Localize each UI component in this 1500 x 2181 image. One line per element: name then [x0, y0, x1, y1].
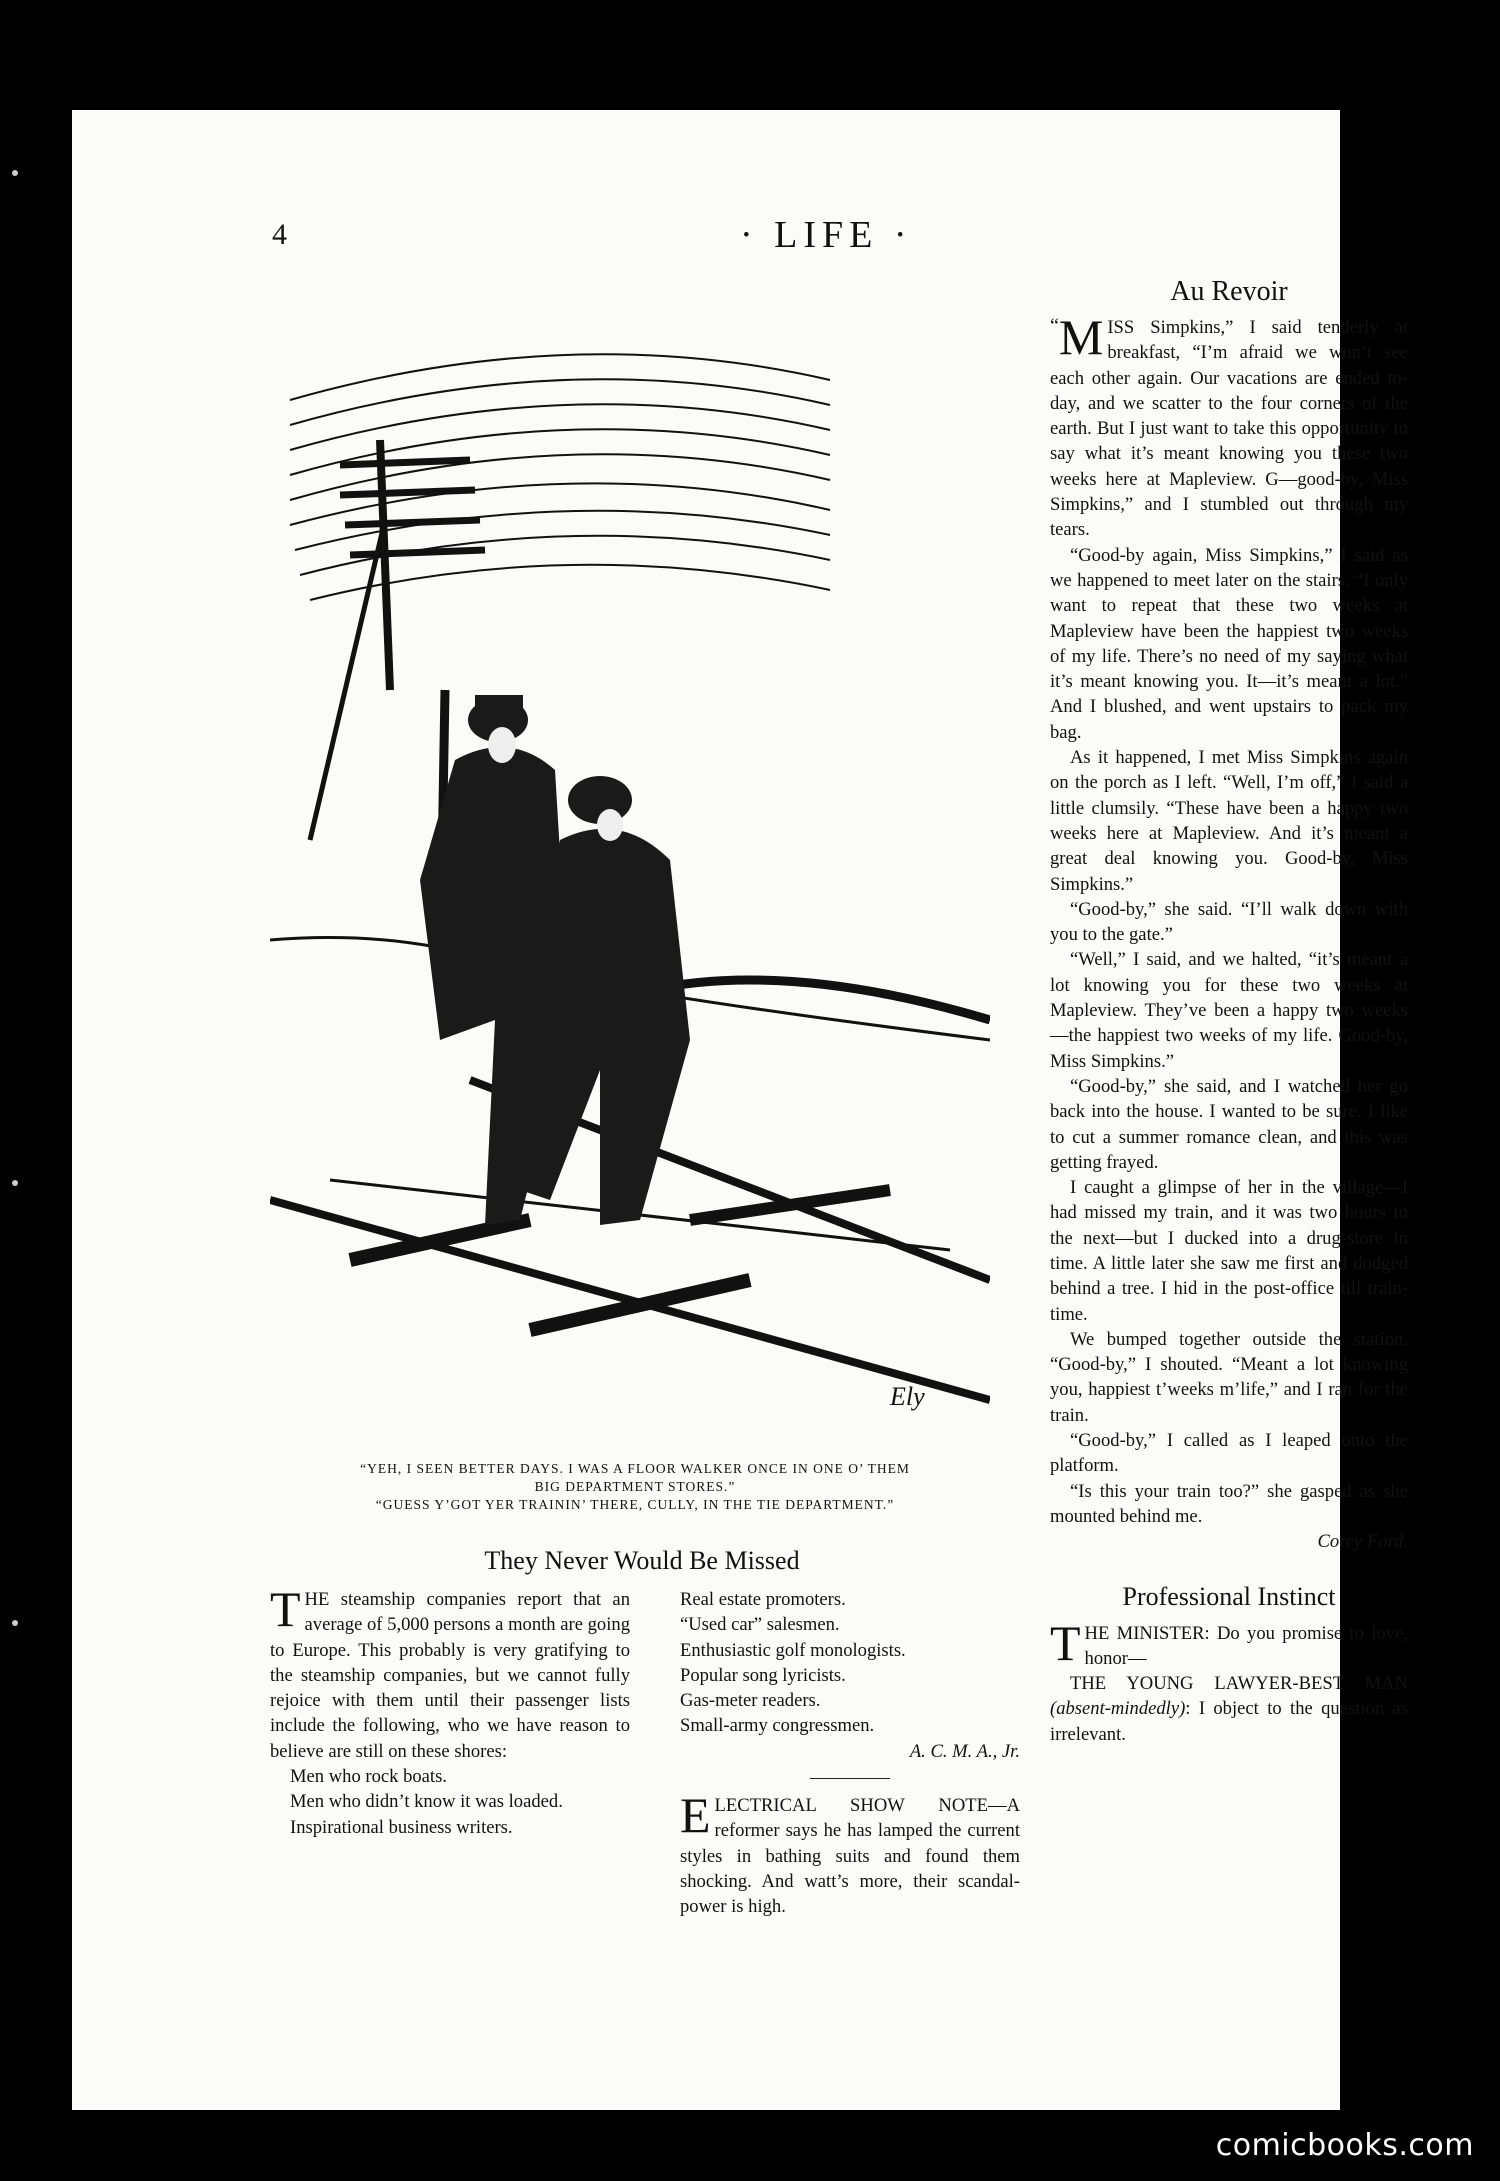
list-item: Inspirational business writers.	[290, 1816, 513, 1838]
missed-column-left	[270, 1581, 630, 1840]
missed-heading-wrap	[262, 1545, 1022, 1577]
list-item: Enthusiastic golf monologists.	[680, 1639, 906, 1661]
drop-cap: T	[1050, 1614, 1081, 1671]
article-paragraph: We bumped together outside the station. “Good-by,” I shouted. “Meant a lot knowing you, happiest t’weeks m’life,” and I ran for the train.	[1050, 1328, 1408, 1426]
divider	[810, 1778, 890, 1779]
caption-line: BIG DEPARTMENT STORES.”	[534, 1479, 736, 1494]
list-item: Popular song lyricists.	[680, 1664, 846, 1686]
article-paragraph: HE steamship companies report that an average of 5,000 persons a month are going to Europe. This probably is very gratifying to the steamship companies, but we cannot fully rejoice with them until their passenger lists include the following, who we have reason to believe are still on these shores:	[270, 1589, 630, 1762]
cartoon-illustration	[270, 320, 990, 1445]
watermark: comicbooks.com	[1215, 2128, 1474, 2163]
binding-edge	[0, 0, 30, 2181]
article-paragraph: As it happened, I met Miss Simpkins again on the porch as I left. “Well, I’m off,” I said a little clumsily. “These have been a happy two weeks here at Mapleview. And it’s meant a great deal knowing you. Good-by, Miss Simpkins.”	[1050, 747, 1408, 895]
artist-signature-icon: Ely	[890, 1382, 925, 1411]
binding-hole	[12, 1180, 18, 1186]
article-title: They Never Would Be Missed	[484, 1546, 800, 1575]
missed-column-right	[680, 1587, 1020, 1920]
list-item: Gas-meter readers.	[680, 1690, 821, 1712]
drop-cap: M	[1058, 309, 1104, 365]
stage-direction: (absent-mindedly)	[1050, 1698, 1186, 1720]
list-item: Small-army congressmen.	[680, 1715, 875, 1737]
article-paragraph: “Good-by,” she said, and I watched her go back into the house. I wanted to be sure. I like to cut a summer romance clean, and this was getting frayed.	[1050, 1075, 1408, 1173]
au-revoir-column: Au Revoir “ M ISS Simpkins,” I said tenderly at breakfast, “I’m afraid we won’t see each other again. Our vacations are ended to-day, and we scatter to the four corners of the earth. But I just want to take this opportunity to say what it’s meant knowing you these two weeks here at Mapleview. G—good-by, Miss Simpkins,” and I stumbled out through my tears. “Good-by again, Miss Simpkins,” I said as we happened to meet later on the stairs. “I only want to repeat that these two weeks at Mapleview have been the happiest two weeks of my life. There’s no need of my saying what it’s meant knowing you. It—it’s meant a lot.” And I blushed, and went upstairs to pack my bag. As it happened, I met Miss Simpkins again on the porch as I left. “Well, I’m off,” I said a little clumsily. “These have been a happy two weeks here at Mapleview. And it’s meant a great deal knowing you. Good-by, Miss Simpkins.” “Good-by,” she said. “I’ll walk down with you to the gate.” “Well,” I said, and we halted, “it’s meant a lot knowing you for these two weeks at Mapleview. They’ve been a happy two weeks—the happiest two weeks of my life. Good-by, Miss Simpkins.” “Good-by,” she said, and I watched her go back into the house. I wanted to be sure. I like to cut a summer romance clean, and this was getting frayed. I caught a glimpse of her in the village—I had missed my train, and it was two hours to the next—but I ducked into a drug-store in time. A little later she saw me first and dodged behind a tree. I hid in the post-office till train-time. We bumped together outside the station. “Good-by,” I shouted. “Meant a lot knowing you, happiest t’weeks m’life,” and I ran for the train. “Good-by,” I called as I leaped onto the platform. “Is this your train too?” she gasped as she mounted behind me. Corey Ford. Professional Instinct THE MINISTER: Do you promise to love, honor— THE YOUNG LAWYER-BEST MAN (absent-mindedly): I object to the question as irrelevant.	[1050, 275, 1408, 1747]
caption-line: “GUESS Y’GOT YER TRAININ’ THERE, CULLY, IN THE TIE DEPARTMENT.”	[375, 1497, 895, 1512]
article-paragraph: ISS Simpkins,” I said tenderly at breakfast, “I’m afraid we won’t see each other again. Our vacations are ended to-day, and we scatter to the four corners of the earth. But I just want to take this opportunity to say what it’s meant knowing you these two weeks here at Mapleview. G—good-by, Miss Simpkins,” and I stumbled out through my tears.	[1050, 317, 1408, 541]
caption-line: “YEH, I SEEN BETTER DAYS. I WAS A FLOOR WALKER ONCE IN ONE O’ THEM	[360, 1461, 910, 1476]
binding-hole	[12, 170, 18, 176]
binding-hole	[12, 1620, 18, 1626]
list-item: “Used car” salesmen.	[680, 1614, 840, 1636]
cartoon-caption	[230, 1460, 1040, 1514]
article-title: Au Revoir	[1170, 276, 1288, 307]
list-item: Real estate promoters.	[680, 1589, 846, 1610]
article-paragraph: “Is this your train too?” she gasped as she mounted behind me.	[1050, 1480, 1408, 1527]
dialogue-text: : I object to the question as irrelevant.	[1050, 1698, 1408, 1745]
dialogue-line	[1050, 1671, 1408, 1747]
page-number: 4	[272, 218, 287, 251]
list-item: Men who rock boats.	[290, 1766, 447, 1788]
drop-cap: E	[680, 1787, 711, 1844]
article-paragraph: “Good-by again, Miss Simpkins,” I said as we happened to meet later on the stairs. “I only want to repeat that these two weeks at Mapleview have been the happiest two weeks of my life. There’s no need of my saying what it’s meant knowing you. It—it’s meant a lot.” And I blushed, and went upstairs to pack my bag.	[1050, 544, 1408, 743]
drop-cap: T	[270, 1581, 301, 1637]
list-item: Men who didn’t know it was loaded.	[290, 1791, 563, 1813]
article-paragraph: “Good-by,” I called as I leaped onto the platform.	[1050, 1430, 1408, 1477]
masthead: · LIFE ·	[740, 214, 913, 256]
signature: A. C. M. A., Jr.	[909, 1740, 1020, 1762]
article-paragraph: LECTRICAL SHOW NOTE—A reformer says he has lamped the current styles in bathing suits and found them shocking. And watt’s more, their scandal-power is high.	[680, 1795, 1020, 1918]
article-title: Professional Instinct	[1122, 1581, 1336, 1611]
speaker: THE YOUNG LAWYER-BEST MAN	[1070, 1673, 1408, 1695]
dialogue-line: HE MINISTER: Do you promise to love, honor—	[1084, 1622, 1408, 1669]
article-paragraph: “Good-by,” she said. “I’ll walk down with you to the gate.”	[1050, 898, 1408, 946]
article-paragraph: “Well,” I said, and we halted, “it’s meant a lot knowing you for these two weeks at Mapleview. They’ve been a happy two weeks—the happiest two weeks of my life. Good-by, Miss Simpkins.”	[1050, 949, 1408, 1072]
signature: Corey Ford.	[1317, 1531, 1408, 1553]
article-paragraph: I caught a glimpse of her in the village—I had missed my train, and it was two hours to the next—but I ducked into a drug-store in time. A little later she saw me first and dodged behind a tree. I hid in the post-office till train-time.	[1050, 1177, 1408, 1325]
